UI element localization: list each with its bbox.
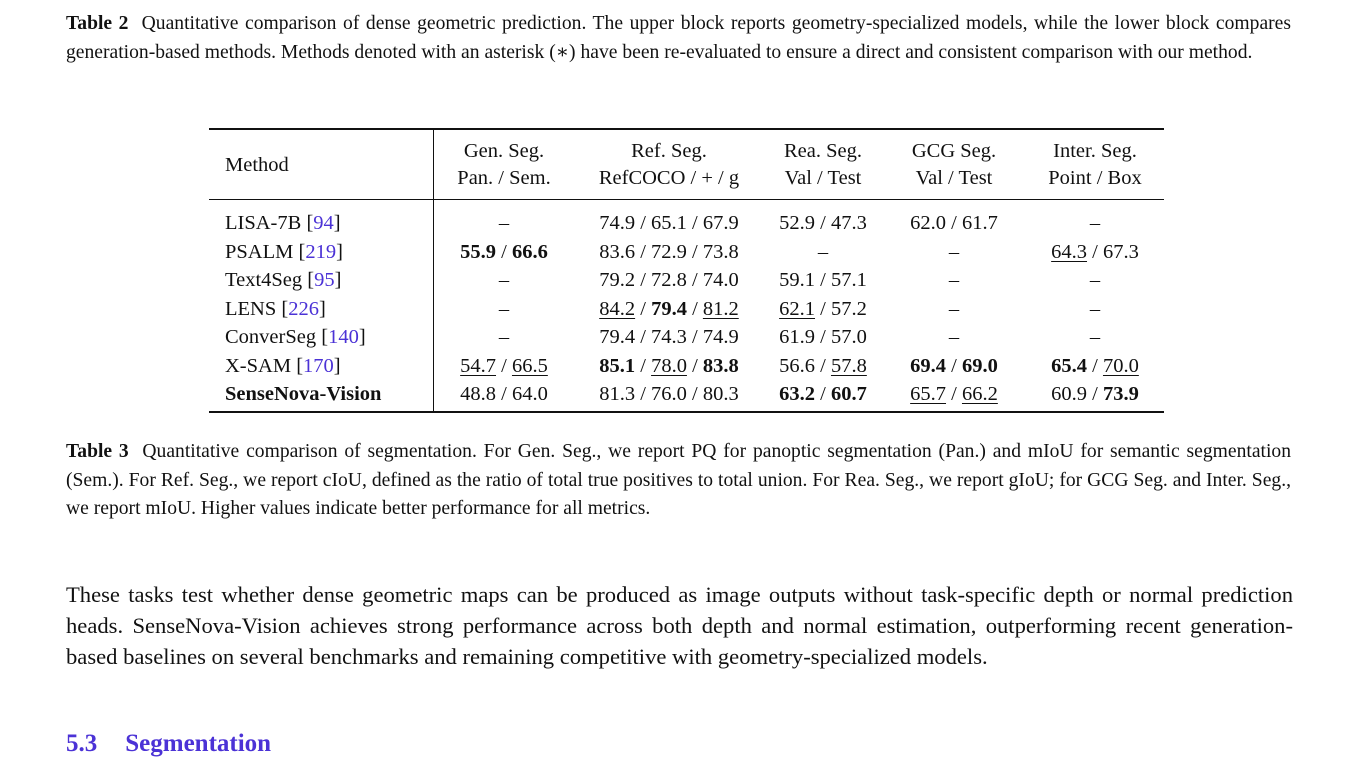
value-segment: 83.6 / 72.9 / 73.8 xyxy=(599,240,739,263)
value-segment: – xyxy=(817,240,829,263)
table-3-caption xyxy=(66,438,1291,524)
value-segment: 65.7 xyxy=(910,383,947,405)
table-row xyxy=(209,238,1164,267)
method-cell: LENS [226] xyxy=(209,295,434,324)
ref-seg-cell xyxy=(574,352,764,381)
value-segment: 79.4 xyxy=(651,297,687,320)
value-segment: 79.2 / 72.8 / 74.0 xyxy=(599,269,739,291)
table-row xyxy=(209,200,1164,238)
header-ref-seg-line2: RefCOCO / + / g xyxy=(598,167,740,189)
value-segment: – xyxy=(948,297,960,320)
gen-seg-cell xyxy=(434,380,575,412)
value-segment: 73.9 xyxy=(1102,383,1139,405)
inter-seg-cell xyxy=(1026,200,1164,238)
value-segment: 83.8 xyxy=(702,354,739,377)
gen-seg-cell xyxy=(434,266,575,295)
value-segment: – xyxy=(948,269,960,291)
method-name: Text4Seg xyxy=(225,269,303,291)
table-row xyxy=(209,295,1164,324)
value-segment: 60.9 / xyxy=(1051,383,1103,405)
value-segment: – xyxy=(948,326,960,348)
value-segment: 70.0 xyxy=(1102,354,1139,377)
value-segment: 66.5 xyxy=(511,354,548,377)
value-segment: / xyxy=(946,383,962,405)
rea-seg-cell xyxy=(764,380,882,412)
citation-link[interactable]: 170 xyxy=(303,354,334,377)
header-rea-seg-line2: Val / Test xyxy=(784,167,862,189)
body-paragraph: These tasks test whether dense geometric maps can be produced as image outputs without task-specific depth or normal prediction heads. SenseNova-Vision achieves strong performance across both depth and normal estimation, outperforming recent generation-based baselines on several benchmarks and remaining competitive with geometry-specialized models. xyxy=(66,582,1293,670)
section-heading xyxy=(66,730,271,758)
gcg-seg-cell xyxy=(882,266,1026,295)
header-gcg-seg xyxy=(882,129,1026,200)
rea-seg-cell xyxy=(764,200,882,238)
citation-link[interactable]: 94 xyxy=(313,212,334,234)
value-segment: – xyxy=(498,326,510,348)
table-2-label: Table 2 xyxy=(66,13,129,34)
method-cell: LISA-7B [94] xyxy=(209,200,434,238)
value-segment: 59.1 / 57.1 xyxy=(779,269,867,291)
table-row xyxy=(209,380,1164,412)
inter-seg-cell xyxy=(1026,266,1164,295)
citation-link[interactable]: 219 xyxy=(305,240,337,263)
table-3-caption-text: Quantitative comparison of segmentation. For Gen. Seg., we report PQ for panoptic segmentation (Pan.) and mIoU for semantic segmentation (Sem.). For Ref. Seg., we report cIoU, defined as the ratio of total true positives to total union. For Rea. Seg., we report gIoU; for GCG Seg. and Inter. Seg., we report mIoU. Higher values indicate better performance for all metrics. xyxy=(66,441,1291,519)
value-segment: – xyxy=(498,297,510,320)
header-inter-seg xyxy=(1026,129,1164,200)
value-segment: 62.0 / 61.7 xyxy=(910,212,998,234)
value-segment: 57.8 xyxy=(830,354,867,377)
rea-seg-cell xyxy=(764,266,882,295)
inter-seg-cell xyxy=(1026,238,1164,267)
gcg-seg-cell xyxy=(882,323,1026,352)
ref-seg-cell xyxy=(574,238,764,267)
value-segment: 69.0 xyxy=(961,354,998,377)
header-gen-seg-line2: Pan. / Sem. xyxy=(457,167,551,189)
ref-seg-cell xyxy=(574,266,764,295)
method-cell: X-SAM [170] xyxy=(209,352,434,381)
section-number: 5.3 xyxy=(66,730,98,757)
table-row xyxy=(209,352,1164,381)
value-segment: 78.0 xyxy=(651,354,687,377)
method-name: ConverSeg xyxy=(225,326,317,348)
header-rea-seg-line1: Rea. Seg. xyxy=(784,140,862,162)
value-segment: 52.9 / 47.3 xyxy=(779,212,867,234)
table-row xyxy=(209,323,1164,352)
gen-seg-cell xyxy=(434,238,575,267)
gen-seg-cell xyxy=(434,352,575,381)
value-segment: 81.3 / 76.0 / 80.3 xyxy=(599,383,739,405)
ref-seg-cell xyxy=(574,200,764,238)
method-name: X-SAM xyxy=(225,354,292,377)
rea-seg-cell xyxy=(764,323,882,352)
method-cell: ConverSeg [140] xyxy=(209,323,434,352)
value-segment: 81.2 xyxy=(702,297,739,320)
inter-seg-cell xyxy=(1026,323,1164,352)
value-segment: – xyxy=(498,269,510,291)
value-segment: / xyxy=(686,354,703,377)
ref-seg-cell xyxy=(574,380,764,412)
value-segment: / xyxy=(815,383,831,405)
gen-seg-cell xyxy=(434,323,575,352)
method-name: PSALM xyxy=(225,240,294,263)
value-segment: – xyxy=(1089,297,1101,320)
table-row xyxy=(209,266,1164,295)
gcg-seg-cell xyxy=(882,200,1026,238)
gcg-seg-cell xyxy=(882,380,1026,412)
value-segment: / 57.2 xyxy=(815,297,867,320)
ref-seg-cell xyxy=(574,323,764,352)
method-name: LISA-7B xyxy=(225,212,302,234)
header-gcg-seg-line1: GCG Seg. xyxy=(911,140,997,162)
table-2-caption xyxy=(66,10,1291,67)
gen-seg-cell xyxy=(434,200,575,238)
value-segment: 48.8 / 64.0 xyxy=(460,383,548,405)
citation-link[interactable]: 226 xyxy=(288,297,319,320)
inter-seg-cell xyxy=(1026,295,1164,324)
gen-seg-cell xyxy=(434,295,575,324)
value-segment: – xyxy=(1089,269,1101,291)
value-segment: 55.9 xyxy=(460,240,497,263)
value-segment: 85.1 xyxy=(599,354,636,377)
value-segment: / 67.3 xyxy=(1087,240,1139,263)
table-2-caption-text: Quantitative comparison of dense geometric prediction. The upper block reports geometry-specialized models, while the lower block compares generation-based methods. Methods denoted with an asterisk (∗) have been re-evaluated to ensure a direct and consistent comparison with our method. xyxy=(66,13,1291,63)
citation-link[interactable]: 140 xyxy=(328,326,359,348)
value-segment: – xyxy=(1089,212,1101,234)
value-segment: – xyxy=(498,212,510,234)
citation-link[interactable]: 95 xyxy=(314,269,335,291)
value-segment: 61.9 / 57.0 xyxy=(779,326,867,348)
header-gen-seg xyxy=(434,129,575,200)
table-body xyxy=(209,200,1164,412)
value-segment: / xyxy=(635,297,652,320)
value-segment: 79.4 / 74.3 / 74.9 xyxy=(599,326,739,348)
header-ref-seg-line1: Ref. Seg. xyxy=(631,140,707,162)
inter-seg-cell xyxy=(1026,352,1164,381)
value-segment: / xyxy=(496,354,512,377)
value-segment: 56.6 / xyxy=(779,354,831,377)
header-gen-seg-line1: Gen. Seg. xyxy=(463,140,545,162)
table-header-row xyxy=(209,129,1164,200)
rea-seg-cell xyxy=(764,238,882,267)
gcg-seg-cell xyxy=(882,295,1026,324)
value-segment: 60.7 xyxy=(830,383,867,405)
value-segment: 66.2 xyxy=(961,383,998,405)
inter-seg-cell xyxy=(1026,380,1164,412)
rea-seg-cell xyxy=(764,352,882,381)
table-3-label: Table 3 xyxy=(66,441,129,462)
value-segment: / xyxy=(635,354,652,377)
value-segment: 54.7 xyxy=(460,354,497,377)
value-segment: / xyxy=(946,354,962,377)
value-segment: 63.2 xyxy=(779,383,816,405)
header-ref-seg xyxy=(574,129,764,200)
method-name: LENS xyxy=(225,297,277,320)
value-segment: / xyxy=(496,240,512,263)
method-cell xyxy=(209,380,434,412)
gcg-seg-cell xyxy=(882,352,1026,381)
method-cell: PSALM [219] xyxy=(209,238,434,267)
value-segment: 84.2 xyxy=(599,297,636,320)
header-inter-seg-line1: Inter. Seg. xyxy=(1053,140,1137,162)
value-segment: – xyxy=(948,240,960,263)
header-gcg-seg-line2: Val / Test xyxy=(915,167,993,189)
method-name: SenseNova-Vision xyxy=(225,383,382,405)
rea-seg-cell xyxy=(764,295,882,324)
value-segment: 69.4 xyxy=(910,354,947,377)
value-segment: – xyxy=(1089,326,1101,348)
segmentation-table xyxy=(209,128,1164,413)
value-segment: 62.1 xyxy=(779,297,816,320)
ref-seg-cell xyxy=(574,295,764,324)
header-inter-seg-line2: Point / Box xyxy=(1048,167,1142,189)
value-segment: 65.4 xyxy=(1051,354,1088,377)
gcg-seg-cell xyxy=(882,238,1026,267)
value-segment: / xyxy=(686,297,703,320)
method-cell: Text4Seg [95] xyxy=(209,266,434,295)
value-segment: 74.9 / 65.1 / 67.9 xyxy=(599,212,739,234)
header-rea-seg xyxy=(764,129,882,200)
value-segment: 64.3 xyxy=(1051,240,1088,263)
value-segment: 66.6 xyxy=(511,240,548,263)
header-method: Method xyxy=(209,129,434,200)
value-segment: / xyxy=(1087,354,1103,377)
section-title: Segmentation xyxy=(125,730,272,757)
